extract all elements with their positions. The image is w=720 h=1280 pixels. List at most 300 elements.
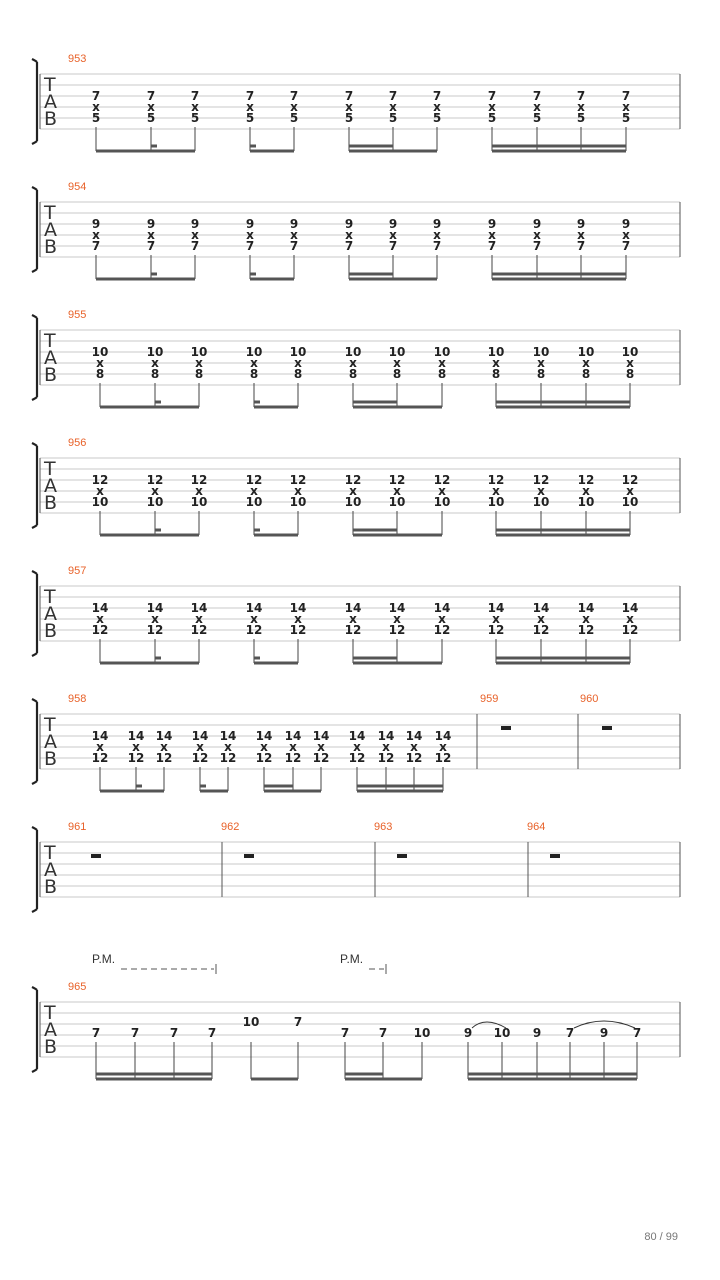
beam (96, 278, 195, 281)
tab-letter-b: B (44, 108, 58, 130)
measure-number: 961 (68, 821, 87, 833)
fret-number: x (577, 228, 585, 242)
staff-bracket (32, 827, 37, 912)
fret-number: 10 (245, 345, 263, 359)
fret-number: 14 (487, 601, 505, 615)
fret-number: x (92, 228, 100, 242)
fret-number: 12 (577, 623, 595, 637)
beam (353, 406, 442, 409)
rest-symbol (244, 854, 254, 858)
tab-letter-a: A (44, 219, 57, 241)
fret-number: 10 (487, 345, 505, 359)
beam (254, 406, 298, 409)
beam-secondary (496, 401, 630, 404)
beam-partial (254, 401, 260, 404)
beam (345, 1078, 422, 1081)
beam-partial (155, 657, 161, 660)
beam-secondary (353, 401, 397, 404)
fret-number: 7 (289, 239, 299, 253)
fret-number: 8 (348, 367, 358, 381)
rest-symbol (91, 854, 101, 858)
fret-number: x (250, 612, 258, 626)
measure-number: 955 (68, 309, 87, 321)
fret-number: 5 (344, 111, 354, 125)
fret-number: x (151, 484, 159, 498)
fret-number: x (290, 228, 298, 242)
fret-number: 8 (491, 367, 501, 381)
fret-number: 7 (344, 239, 354, 253)
fret-number: x (195, 356, 203, 370)
fret-number: 12 (245, 623, 263, 637)
page-number: 80 / 99 (644, 1231, 678, 1243)
fret-number: x (626, 612, 634, 626)
fret-number: 7 (344, 89, 354, 103)
fret-number: x (582, 356, 590, 370)
fret-number: 7 (621, 89, 631, 103)
fret-number: 9 (576, 217, 586, 231)
fret-number: x (196, 740, 204, 754)
fret-number: 10 (577, 345, 595, 359)
fret-number: 7 (169, 1026, 179, 1040)
beam-partial (155, 529, 161, 532)
fret-number: x (147, 100, 155, 114)
fret-number: 8 (437, 367, 447, 381)
fret-number: x (96, 740, 104, 754)
fret-number: 12 (91, 751, 109, 765)
tab-letter-t: T (44, 74, 56, 96)
fret-number: 10 (621, 495, 639, 509)
measure-number: 953 (68, 53, 87, 65)
fret-number: 10 (577, 495, 595, 509)
beam (250, 150, 294, 153)
fret-number: x (433, 228, 441, 242)
fret-number: x (537, 484, 545, 498)
fret-number: x (260, 740, 268, 754)
fret-number: x (195, 484, 203, 498)
fret-number: 8 (392, 367, 402, 381)
tab-letter-a: A (44, 603, 57, 625)
measure-number: 954 (68, 181, 87, 193)
tab-letter-t: T (44, 330, 56, 352)
fret-number: 14 (91, 601, 109, 615)
beam-partial (151, 273, 157, 276)
fret-number: 10 (289, 495, 307, 509)
fret-number: x (92, 100, 100, 114)
fret-number: 12 (434, 751, 452, 765)
fret-number: 9 (91, 217, 101, 231)
fret-number: 7 (487, 239, 497, 253)
fret-number: 10 (289, 345, 307, 359)
beam-secondary (264, 785, 293, 788)
fret-number: 14 (433, 601, 451, 615)
rest-symbol (602, 726, 612, 730)
fret-number: 5 (487, 111, 497, 125)
fret-number: x (488, 100, 496, 114)
staff-bracket (32, 187, 37, 272)
fret-number: 7 (487, 89, 497, 103)
fret-number: x (389, 228, 397, 242)
fret-number: 14 (388, 601, 406, 615)
fret-number: x (393, 484, 401, 498)
fret-number: 7 (91, 239, 101, 253)
fret-number: 12 (190, 623, 208, 637)
measure-number: 964 (527, 821, 546, 833)
fret-number: x (345, 228, 353, 242)
fret-number: 7 (340, 1026, 350, 1040)
tab-letter-a: A (44, 859, 57, 881)
fret-number: 5 (388, 111, 398, 125)
beam (496, 662, 630, 665)
beam (492, 150, 626, 153)
measure-number: 962 (221, 821, 240, 833)
rest-symbol (501, 726, 511, 730)
fret-number: 5 (146, 111, 156, 125)
fret-number: 14 (155, 729, 173, 743)
fret-number: x (151, 612, 159, 626)
beam (349, 150, 437, 153)
fret-number: 10 (91, 345, 109, 359)
fret-number: x (537, 356, 545, 370)
fret-number: x (438, 612, 446, 626)
fret-number: x (349, 356, 357, 370)
fret-number: 12 (190, 473, 208, 487)
fret-number: 14 (245, 601, 263, 615)
tab-letter-t: T (44, 1002, 56, 1024)
fret-number: 10 (413, 1026, 431, 1040)
fret-number: 12 (487, 623, 505, 637)
fret-number: x (290, 100, 298, 114)
beam (96, 1078, 212, 1081)
fret-number: 10 (344, 345, 362, 359)
fret-number: x (345, 100, 353, 114)
fret-number: 12 (377, 751, 395, 765)
fret-number: x (349, 484, 357, 498)
fret-number: 14 (191, 729, 209, 743)
beam (250, 278, 294, 281)
fret-number: 14 (532, 601, 550, 615)
fret-number: 12 (91, 473, 109, 487)
fret-number: 12 (289, 623, 307, 637)
beam (468, 1078, 637, 1081)
fret-number: 10 (532, 495, 550, 509)
fret-number: 14 (255, 729, 273, 743)
measure-number: 957 (68, 565, 87, 577)
beam-secondary (349, 273, 393, 276)
fret-number: 7 (576, 239, 586, 253)
rest-symbol (550, 854, 560, 858)
fret-number: 12 (255, 751, 273, 765)
fret-number: 14 (405, 729, 423, 743)
fret-number: 14 (344, 601, 362, 615)
fret-number: 7 (632, 1026, 642, 1040)
fret-number: 12 (532, 623, 550, 637)
fret-number: x (96, 356, 104, 370)
fret-number: 9 (245, 217, 255, 231)
fret-number: 7 (532, 239, 542, 253)
fret-number: 14 (219, 729, 237, 743)
beam-partial (200, 785, 206, 788)
tab-letter-t: T (44, 202, 56, 224)
fret-number: 9 (289, 217, 299, 231)
fret-number: 12 (621, 623, 639, 637)
fret-number: 7 (146, 89, 156, 103)
beam-partial (151, 145, 157, 148)
fret-number: 12 (344, 623, 362, 637)
fret-number: x (250, 484, 258, 498)
beam-secondary (492, 145, 626, 148)
fret-number: x (533, 228, 541, 242)
fret-number: 7 (91, 1026, 101, 1040)
fret-number: 12 (127, 751, 145, 765)
fret-number: x (195, 612, 203, 626)
fret-number: 9 (487, 217, 497, 231)
beam (349, 278, 437, 281)
fret-number: x (438, 484, 446, 498)
fret-number: 9 (532, 217, 542, 231)
fret-number: 7 (565, 1026, 575, 1040)
fret-number: x (294, 484, 302, 498)
fret-number: x (492, 356, 500, 370)
fret-number: x (191, 100, 199, 114)
tab-letter-b: B (44, 876, 58, 898)
fret-number: 14 (146, 601, 164, 615)
fret-number: x (250, 356, 258, 370)
fret-number: 12 (577, 473, 595, 487)
fret-number: 9 (190, 217, 200, 231)
fret-number: 7 (245, 89, 255, 103)
tab-letter-b: B (44, 748, 58, 770)
beam (353, 662, 442, 665)
fret-number: x (317, 740, 325, 754)
beam (357, 790, 443, 793)
fret-number: 7 (388, 89, 398, 103)
fret-number: 9 (532, 1026, 542, 1040)
tab-letter-a: A (44, 475, 57, 497)
fret-number: x (492, 612, 500, 626)
fret-number: 12 (532, 473, 550, 487)
fret-number: 14 (312, 729, 330, 743)
fret-number: 14 (284, 729, 302, 743)
fret-number: 7 (388, 239, 398, 253)
fret-number: x (132, 740, 140, 754)
beam-secondary (345, 1073, 383, 1076)
fret-number: 7 (146, 239, 156, 253)
fret-number: x (582, 484, 590, 498)
fret-number: 10 (493, 1026, 511, 1040)
fret-number: 14 (127, 729, 145, 743)
fret-number: x (382, 740, 390, 754)
fret-number: 12 (388, 623, 406, 637)
fret-number: 8 (293, 367, 303, 381)
fret-number: 10 (433, 495, 451, 509)
fret-number: x (622, 100, 630, 114)
fret-number: 7 (432, 239, 442, 253)
fret-number: 8 (581, 367, 591, 381)
fret-number: 10 (433, 345, 451, 359)
tab-letter-b: B (44, 1036, 58, 1058)
fret-number: x (353, 740, 361, 754)
fret-number: 7 (378, 1026, 388, 1040)
tab-letter-b: B (44, 492, 58, 514)
fret-number: 9 (344, 217, 354, 231)
beam-secondary (496, 657, 630, 660)
fret-number: 7 (293, 1015, 303, 1029)
beam-partial (136, 785, 142, 788)
fret-number: 5 (576, 111, 586, 125)
fret-number: x (289, 740, 297, 754)
beam (353, 534, 442, 537)
palm-mute-label: P.M. (92, 952, 116, 966)
fret-number: x (626, 484, 634, 498)
tab-letter-t: T (44, 458, 56, 480)
fret-number: 8 (194, 367, 204, 381)
fret-number: 12 (348, 751, 366, 765)
fret-number: 10 (621, 345, 639, 359)
palm-mute-label: P.M. (340, 952, 364, 966)
fret-number: 9 (432, 217, 442, 231)
beam (96, 150, 195, 153)
beam-partial (254, 657, 260, 660)
fret-number: 8 (536, 367, 546, 381)
fret-number: x (389, 100, 397, 114)
fret-number: 10 (245, 495, 263, 509)
fret-number: 12 (245, 473, 263, 487)
beam-secondary (353, 529, 397, 532)
fret-number: x (626, 356, 634, 370)
fret-number: 7 (576, 89, 586, 103)
fret-number: 7 (532, 89, 542, 103)
fret-number: 12 (289, 473, 307, 487)
fret-number: 10 (388, 345, 406, 359)
fret-number: 12 (388, 473, 406, 487)
fret-number: x (96, 484, 104, 498)
fret-number: 8 (625, 367, 635, 381)
fret-number: 12 (312, 751, 330, 765)
fret-number: 5 (91, 111, 101, 125)
fret-number: 12 (146, 623, 164, 637)
beam-secondary (492, 273, 626, 276)
fret-number: 7 (91, 89, 101, 103)
staff-bracket (32, 987, 37, 1072)
fret-number: x (393, 612, 401, 626)
beam (100, 406, 199, 409)
beam-secondary (96, 1073, 212, 1076)
fret-number: 9 (388, 217, 398, 231)
fret-number: 10 (146, 345, 164, 359)
beam (100, 534, 199, 537)
fret-number: x (410, 740, 418, 754)
fret-number: 12 (219, 751, 237, 765)
fret-number: x (147, 228, 155, 242)
fret-number: 12 (191, 751, 209, 765)
fret-number: 14 (190, 601, 208, 615)
tab-letter-a: A (44, 91, 57, 113)
fret-number: 12 (433, 623, 451, 637)
fret-number: x (349, 612, 357, 626)
fret-number: 12 (344, 473, 362, 487)
fret-number: 12 (487, 473, 505, 487)
fret-number: x (577, 100, 585, 114)
beam (254, 534, 298, 537)
fret-number: x (294, 612, 302, 626)
tab-letter-a: A (44, 1019, 57, 1041)
beam-partial (250, 273, 256, 276)
beam-partial (250, 145, 256, 148)
fret-number: 12 (155, 751, 173, 765)
fret-number: x (294, 356, 302, 370)
fret-number: 5 (532, 111, 542, 125)
beam-partial (254, 529, 260, 532)
measure-number: 958 (68, 693, 87, 705)
measure-number: 956 (68, 437, 87, 449)
fret-number: x (533, 100, 541, 114)
fret-number: 14 (289, 601, 307, 615)
fret-number: x (246, 100, 254, 114)
beam-secondary (468, 1073, 637, 1076)
fret-number: 7 (289, 89, 299, 103)
staff-bracket (32, 315, 37, 400)
tab-letter-b: B (44, 364, 58, 386)
fret-number: x (537, 612, 545, 626)
fret-number: 7 (190, 89, 200, 103)
fret-number: 5 (245, 111, 255, 125)
fret-number: 10 (532, 345, 550, 359)
fret-number: x (438, 356, 446, 370)
fret-number: 5 (432, 111, 442, 125)
fret-number: 14 (621, 601, 639, 615)
fret-number: x (492, 484, 500, 498)
beam-secondary (357, 785, 443, 788)
beam-secondary (349, 145, 393, 148)
beam (264, 790, 321, 793)
fret-number: 14 (377, 729, 395, 743)
beam (496, 406, 630, 409)
beam-secondary (353, 657, 397, 660)
beam (496, 534, 630, 537)
tab-letter-t: T (44, 842, 56, 864)
fret-number: 10 (388, 495, 406, 509)
tab-letter-a: A (44, 731, 57, 753)
beam (100, 790, 164, 793)
tab-letter-b: B (44, 620, 58, 642)
fret-number: 9 (621, 217, 631, 231)
measure-number: 960 (580, 693, 599, 705)
staff-bracket (32, 571, 37, 656)
fret-number: 10 (344, 495, 362, 509)
fret-number: 8 (95, 367, 105, 381)
fret-number: 12 (284, 751, 302, 765)
fret-number: 7 (621, 239, 631, 253)
beam (251, 1078, 298, 1081)
tab-letter-b: B (44, 236, 58, 258)
fret-number: 10 (190, 495, 208, 509)
fret-number: x (488, 228, 496, 242)
fret-number: 7 (432, 89, 442, 103)
tab-letter-a: A (44, 347, 57, 369)
fret-number: x (96, 612, 104, 626)
fret-number: x (622, 228, 630, 242)
fret-number: 10 (190, 345, 208, 359)
measure-number: 963 (374, 821, 393, 833)
fret-number: 7 (190, 239, 200, 253)
fret-number: 7 (245, 239, 255, 253)
fret-number: x (151, 356, 159, 370)
fret-number: 8 (150, 367, 160, 381)
rest-symbol (397, 854, 407, 858)
fret-number: x (433, 100, 441, 114)
tab-letter-t: T (44, 714, 56, 736)
fret-number: 5 (289, 111, 299, 125)
